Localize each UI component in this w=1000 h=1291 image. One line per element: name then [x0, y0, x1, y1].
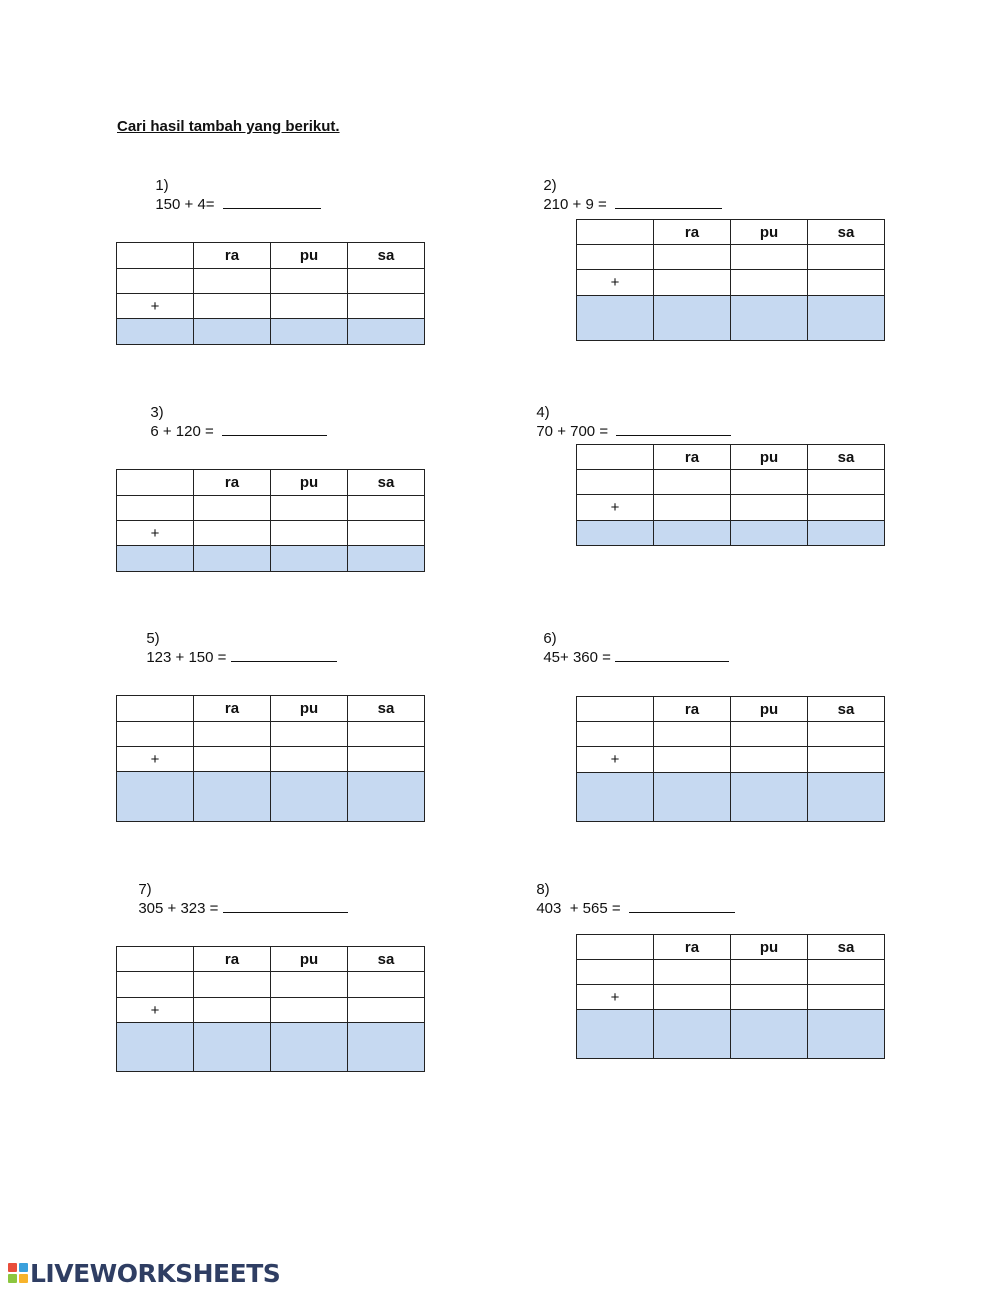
- answer-cell[interactable]: [348, 546, 425, 572]
- answer-cell[interactable]: [348, 772, 425, 822]
- input-cell[interactable]: [348, 722, 425, 747]
- answer-blank[interactable]: [616, 421, 731, 436]
- input-cell[interactable]: [348, 998, 425, 1023]
- worksheet-title: Cari hasil tambah yang berikut.: [117, 118, 340, 135]
- answer-cell[interactable]: [271, 319, 348, 345]
- input-cell[interactable]: [731, 470, 808, 495]
- answer-cell[interactable]: [654, 1010, 731, 1059]
- header-pu: pu: [271, 696, 348, 722]
- answer-cell[interactable]: [271, 772, 348, 822]
- answer-cell[interactable]: [271, 1023, 348, 1072]
- header-sa: sa: [808, 697, 885, 722]
- input-cell[interactable]: [194, 496, 271, 521]
- header-ra: ra: [654, 220, 731, 245]
- input-cell[interactable]: [654, 270, 731, 296]
- header-sa: sa: [348, 696, 425, 722]
- input-cell[interactable]: [271, 294, 348, 319]
- input-cell[interactable]: [194, 294, 271, 319]
- answer-cell[interactable]: [731, 296, 808, 341]
- place-value-table-2: [576, 219, 885, 341]
- input-cell[interactable]: [654, 985, 731, 1010]
- header-sa: sa: [348, 243, 425, 269]
- question-expression: 210 + 9 =: [543, 196, 607, 213]
- input-cell[interactable]: [808, 270, 885, 296]
- question-number: 1): [155, 177, 169, 194]
- question-number: 6): [543, 630, 557, 647]
- input-cell[interactable]: [194, 998, 271, 1023]
- header-ra: ra: [194, 470, 271, 496]
- input-cell[interactable]: [731, 245, 808, 270]
- answer-blank[interactable]: [223, 898, 348, 913]
- input-cell[interactable]: [194, 747, 271, 772]
- question-5: [138, 613, 337, 666]
- question-number: 3): [150, 404, 164, 421]
- question-expression: 70 + 700 =: [536, 423, 609, 440]
- place-value-table-3: [116, 469, 425, 572]
- answer-blank[interactable]: [222, 421, 327, 436]
- answer-cell[interactable]: [348, 1023, 425, 1072]
- header-ra: ra: [654, 935, 731, 960]
- input-cell[interactable]: [271, 972, 348, 998]
- header-pu: pu: [731, 935, 808, 960]
- input-cell[interactable]: [348, 521, 425, 546]
- input-cell[interactable]: [808, 747, 885, 773]
- question-6: [535, 613, 729, 666]
- input-cell[interactable]: [348, 747, 425, 772]
- answer-cell[interactable]: [194, 546, 271, 572]
- header-ra: ra: [194, 696, 271, 722]
- question-8: [528, 864, 735, 917]
- input-cell[interactable]: [271, 998, 348, 1023]
- plus-sign: +: [577, 985, 654, 1010]
- header-pu: pu: [731, 445, 808, 470]
- input-cell[interactable]: [654, 495, 731, 521]
- answer-blank[interactable]: [615, 647, 729, 662]
- place-value-table-7: [116, 946, 425, 1072]
- answer-cell[interactable]: [271, 546, 348, 572]
- plus-sign: +: [577, 495, 654, 521]
- answer-blank[interactable]: [615, 194, 722, 209]
- header-ra: ra: [654, 697, 731, 722]
- question-expression: 305 + 323 =: [138, 900, 219, 917]
- input-cell[interactable]: [731, 495, 808, 521]
- input-cell[interactable]: [731, 722, 808, 747]
- question-expression: 150 + 4=: [155, 196, 215, 213]
- question-number: 2): [543, 177, 557, 194]
- question-number: 4): [536, 404, 550, 421]
- question-1: [147, 160, 321, 213]
- plus-sign: +: [577, 747, 654, 773]
- input-cell[interactable]: [808, 960, 885, 985]
- input-cell[interactable]: [194, 972, 271, 998]
- input-cell[interactable]: [654, 747, 731, 773]
- answer-cell[interactable]: [194, 1023, 271, 1072]
- input-cell[interactable]: [271, 521, 348, 546]
- input-cell[interactable]: [271, 496, 348, 521]
- input-cell[interactable]: [194, 722, 271, 747]
- input-cell[interactable]: [348, 972, 425, 998]
- input-cell[interactable]: [271, 269, 348, 294]
- header-sa: sa: [348, 470, 425, 496]
- header-ra: ra: [654, 445, 731, 470]
- input-cell[interactable]: [271, 747, 348, 772]
- input-cell[interactable]: [731, 270, 808, 296]
- place-value-table-4: [576, 444, 885, 546]
- header-sa: sa: [808, 935, 885, 960]
- input-cell[interactable]: [654, 960, 731, 985]
- input-cell[interactable]: [271, 722, 348, 747]
- answer-cell[interactable]: [808, 521, 885, 546]
- answer-cell[interactable]: [654, 773, 731, 822]
- answer-cell[interactable]: [731, 521, 808, 546]
- input-cell[interactable]: [194, 269, 271, 294]
- input-cell[interactable]: [731, 985, 808, 1010]
- place-value-table-1: [116, 242, 425, 345]
- place-value-table-8: [576, 934, 885, 1059]
- answer-cell[interactable]: [808, 1010, 885, 1059]
- place-value-table-6: [576, 696, 885, 822]
- input-cell[interactable]: [731, 747, 808, 773]
- question-number: 8): [536, 881, 550, 898]
- answer-cell[interactable]: [654, 296, 731, 341]
- input-cell[interactable]: [731, 960, 808, 985]
- answer-cell[interactable]: [194, 319, 271, 345]
- header-ra: ra: [194, 947, 271, 972]
- question-number: 5): [146, 630, 160, 647]
- input-cell[interactable]: [808, 722, 885, 747]
- answer-cell[interactable]: [731, 1010, 808, 1059]
- answer-blank[interactable]: [223, 194, 321, 209]
- answer-cell[interactable]: [731, 773, 808, 822]
- input-cell[interactable]: [808, 495, 885, 521]
- header-pu: pu: [271, 947, 348, 972]
- logo-text: LIVEWORKSHEETS: [30, 1258, 281, 1288]
- question-expression: 123 + 150 =: [146, 649, 227, 666]
- input-cell[interactable]: [348, 496, 425, 521]
- input-cell[interactable]: [654, 722, 731, 747]
- input-cell[interactable]: [194, 521, 271, 546]
- question-2: [535, 160, 722, 213]
- question-expression: 403 + 565 =: [536, 900, 621, 917]
- plus-sign: +: [117, 521, 194, 546]
- answer-blank[interactable]: [231, 647, 337, 662]
- question-number: 7): [138, 881, 152, 898]
- header-pu: pu: [271, 470, 348, 496]
- input-cell[interactable]: [654, 245, 731, 270]
- question-3: [142, 387, 327, 440]
- plus-sign: +: [117, 294, 194, 319]
- input-cell[interactable]: [808, 985, 885, 1010]
- logo-blocks-icon: [8, 1263, 28, 1283]
- plus-sign: +: [577, 270, 654, 296]
- answer-cell[interactable]: [194, 772, 271, 822]
- question-expression: 45+ 360 =: [543, 649, 611, 666]
- place-value-table-5: [116, 695, 425, 822]
- input-cell[interactable]: [808, 470, 885, 495]
- answer-cell[interactable]: [808, 773, 885, 822]
- input-cell[interactable]: [654, 470, 731, 495]
- question-4: [528, 387, 731, 440]
- header-ra: ra: [194, 243, 271, 269]
- header-pu: pu: [731, 697, 808, 722]
- header-pu: pu: [731, 220, 808, 245]
- answer-blank[interactable]: [629, 898, 735, 913]
- answer-cell[interactable]: [808, 296, 885, 341]
- plus-sign: +: [117, 747, 194, 772]
- input-cell[interactable]: [808, 245, 885, 270]
- input-cell[interactable]: [348, 294, 425, 319]
- answer-cell[interactable]: [654, 521, 731, 546]
- header-pu: pu: [271, 243, 348, 269]
- input-cell[interactable]: [348, 269, 425, 294]
- question-expression: 6 + 120 =: [150, 423, 214, 440]
- question-7: [130, 864, 348, 917]
- header-sa: sa: [348, 947, 425, 972]
- liveworksheets-logo[interactable]: [8, 1258, 280, 1288]
- header-sa: sa: [808, 445, 885, 470]
- plus-sign: +: [117, 998, 194, 1023]
- header-sa: sa: [808, 220, 885, 245]
- answer-cell[interactable]: [348, 319, 425, 345]
